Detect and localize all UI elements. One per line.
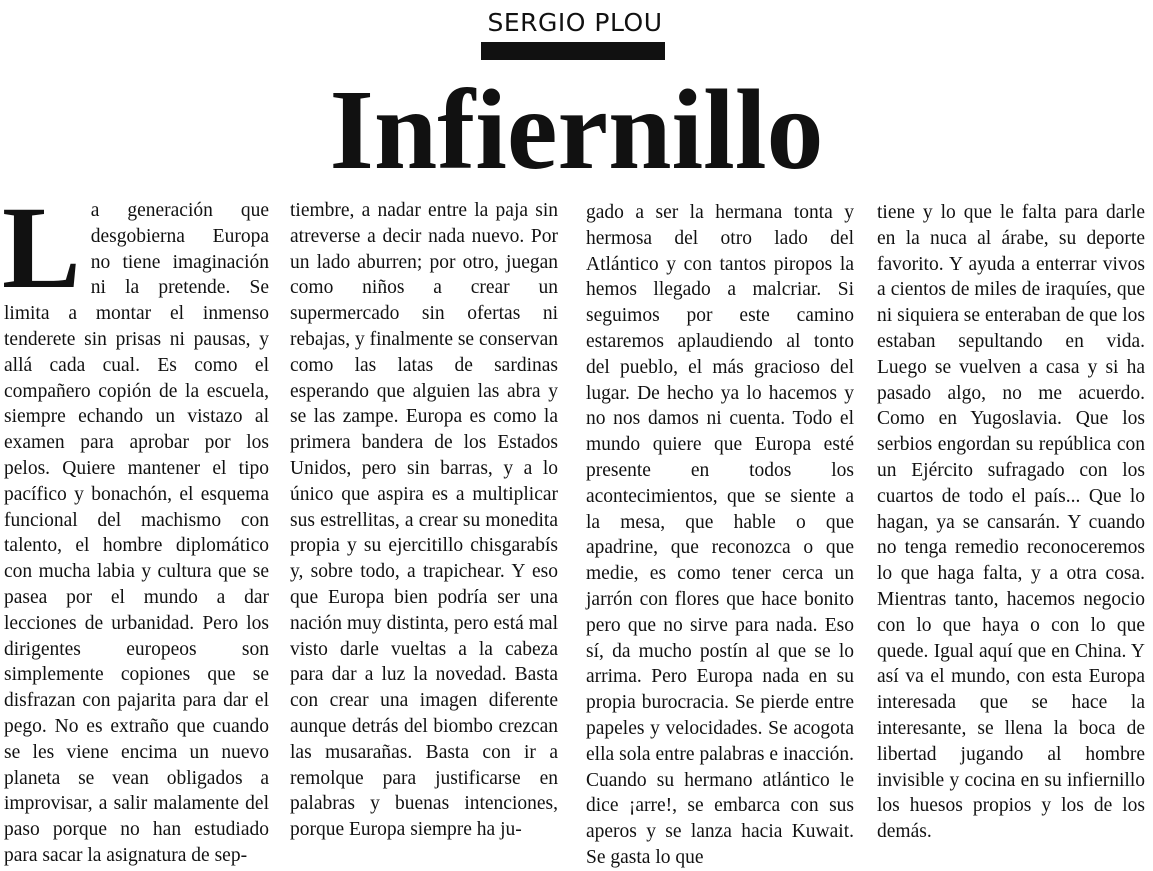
byline-rule [481, 42, 665, 60]
article-column-4 [877, 200, 1145, 843]
column-3-text: gado a ser la hermana tonta y hermosa del otro lado del Atlántico y con tantos piropos la hemos llegado a malcriar. Si seguimos por este camino estaremos aplaudiendo al tonto del pueblo, el más gracioso del lugar. De hecho ya lo hacemos y no nos damos ni cuenta. Todo el mundo quiere que Europa esté presente en todos los acontecimientos, que se siente a la mesa, que hable o que apadrine, que reconozca o que medie, es como tener cerca un jarrón con flores que hace bonito pero que no sirve para nada. Eso sí, da mucho postín al que se lo arrima. Pero Europa nada en su propia burocracia. Se pierde entre papeles y velocidades. Se acogota ella sola entre palabras e inacción. Cuando su hermano atlántico le dice ¡arre!, se embarca con sus aperos y se lanza hacia Kuwait. Se gasta lo que [586, 202, 854, 868]
article-column-1 [2, 182, 269, 866]
column-1-text: a generación que desgobierna Europa no tiene imaginación ni la pretende. Se limita a montar el inmenso tenderete sin prisas ni pausas, y allá cada cual. Es como el compañero copión de la escuela, siempre echando un vistazo al examen para aprobar por los pelos. Quiere mantener el tipo pacífico y bonachón, el esquema funcional del machismo con talento, el hombre diplomático con mucha labia y cultura que se pasea por el mundo a dar lecciones de urbanidad. Pero los dirigentes europeos son simplemente copiones que se disfrazan con pajarita para dar el pego. No es extraño que cuando se les viene encima un nuevo planeta se vean obligados a improvisar, a salir malamente del paso porque no han estudiado para sacar la asignatura de sep- [4, 200, 269, 866]
article-column-2 [290, 198, 559, 841]
column-2-text: tiembre, a nadar entre la paja sin atreverse a decir nada nuevo. Por un lado aburren; por otro, juegan como niños a crear un supermercado sin ofertas ni rebajas, y finalmente se conservan como las latas de sardinas esperando que alguien las abra y se las zampe. Europa es como la primera bandera de los Estados Unidos, pero sin barras, y a lo único que aspira es a multiplicar sus estrellitas, a crear su monedita propia y su ejercitillo chisgarabís y, sobre todo, a trapichear. Y eso que Europa bien podría ser una nación muy distinta, pero está mal visto darle vueltas a la cabeza para dar a luz la novedad. Basta con crear una imagen diferente aunque detrás del biombo crezcan las musarañas. Basta con ir a remolque para justificarse en palabras y buenas intenciones, porque Europa siempre ha ju- [290, 200, 559, 841]
article-title: Infiernillo [329, 66, 824, 193]
article-column-3 [586, 200, 854, 868]
drop-cap: L [2, 182, 81, 313]
author-byline: SERGIO PLOU [487, 8, 663, 37]
column-4-text: tiene y lo que le falta para darle en la nuca al árabe, su deporte favorito. Y ayuda a enterrar vivos a cientos de miles de iraquíes, que ni siquiera se enteraban de que los estaban sepultando en vida. Luego se vuelven a casa y si ha pasado algo, no me acuerdo. Como en Yugoslavia. Que los serbios engordan su república con un Ejército sufragado con los cuartos de todo el país... Que lo hagan, ya se cansarán. Y cuando no tenga remedio reconoceremos lo que haga falta, y a otra cosa. Mientras tanto, hacemos negocio con lo que haya o con lo que quede. Igual aquí que en China. Y así va el mundo, con esta Europa interesada que se hace la interesante, se llena la boca de libertad jugando al hombre invisible y cocina en su infiernillo los huesos propios y los de los demás. [877, 202, 1145, 843]
